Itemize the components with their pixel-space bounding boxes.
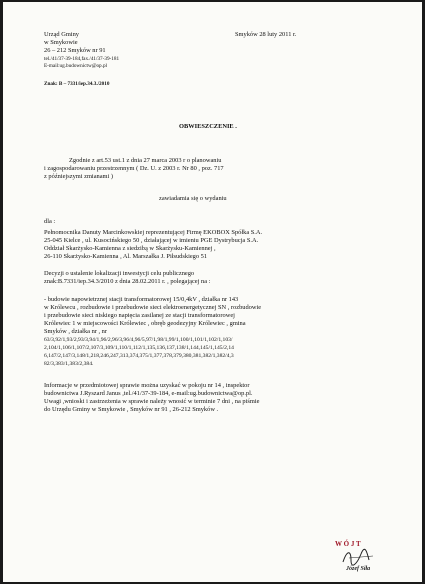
- notice-text: zawiadamia się o wydaniu: [159, 195, 227, 202]
- info-line-3: Uwagi ,wnioski i zastrzeżenia w sprawie należy wnosić w terminie 7 dni , na piśmie: [44, 398, 260, 405]
- office-email: E-mail:ug.budownictw@op.pl: [44, 63, 107, 69]
- recipient-line-1: Pełnomocnika Danuty Marcinkowskiej reprezentującej Firmę EKOBOX Spółka S.A.: [44, 229, 263, 236]
- project-line-1: - budowie napowietrznej stacji transformatorowej 15/0,4kV , działka nr 143: [44, 296, 239, 303]
- place-date: Smyków 28 luty 2011 r.: [235, 31, 297, 38]
- parcel-line-2: 2,104/1,106/1,107/2,107/3,109/1,110/1,112/1,135,136,137,138/1,144,145/1,145/2,14: [44, 345, 234, 351]
- office-name: Urząd Gminy: [44, 31, 79, 38]
- office-location: w Smykowie: [44, 39, 78, 46]
- info-line-4: do Urzędu Gminy w Smykowie , Smyków nr 91 , 26-212 Smyków .: [44, 406, 219, 413]
- recipient-line-2: 25-045 Kielce , ul. Kusocińskiego 50 , działającej w imieniu PGE Dystrybucja S.A.: [44, 237, 259, 244]
- intro-line-1: Zgodnie z art.53 ust.1 z dnia 27 marca 2003 r o planowaniu: [69, 157, 222, 164]
- decision-line-1: Decyzji o ustalenie lokalizacji inwestycji celu publicznego: [44, 270, 195, 277]
- parcel-line-1: 63/3,92/1,93/2,93/3,94/1,96/2,96/3,96/4,96/5,97/1,98/1,99/1,100/1,101/1,102/1,103/: [44, 337, 233, 343]
- office-phones: tel./41/37-39-184,fax./41/37-39-181: [44, 56, 120, 62]
- info-line-1: Informacje w przedmiotowej sprawie można uzyskać w pokoju nr 14 , inspektor: [44, 382, 250, 389]
- intro-line-3: z późniejszymi zmianami ): [44, 173, 114, 180]
- project-line-3: i przebudowie sieci niskiego napięcia zasilanej ze stacji transformatorowej: [44, 312, 235, 319]
- decision-line-2: znak:B.7331/iep.34.3/2010 z dnia 28.02.2011 r. , polegającej na :: [44, 278, 211, 285]
- info-line-2: budownictwa J.Ryszard Janus ,tel./41/37-39-184, e-mail:ug.budownictwa@op.pl.: [44, 390, 253, 397]
- reference-number: Znak: B – 7331/iep.34.3./2010: [44, 81, 110, 87]
- recipient-line-4: 26-110 Skarżysko-Kamienna , Al. Marszałka J. Piłsudskiego 51: [44, 253, 208, 260]
- office-address: 26 – 212 Smyków nr 91: [44, 47, 106, 54]
- project-line-5: Smyków , działka nr , nr: [44, 328, 108, 335]
- project-line-4: Królewiec 1 w miejscowości Królewiec , obręb geodezyjny Królewiec , gmina: [44, 320, 246, 327]
- recipient-line-3: Oddział Skarżysko-Kamienna z siedzibą w Skarżysku-Kamiennej ,: [44, 245, 216, 252]
- stamp-title: W Ó J T: [335, 540, 361, 548]
- signatory-name: Józef Siła: [346, 566, 371, 572]
- parcel-line-4: 82/3,383/1,383/2,384.: [44, 361, 94, 367]
- for-label: dla :: [44, 218, 56, 225]
- intro-line-2: i zagospodarowaniu przestrzennym ( Dz. U. z 2003 r. Nr 80 , poz. 717: [44, 165, 224, 172]
- parcel-line-3: 6,147/2,147/3,148/1,218,246,247,313,374,375/1,377,378,379,380,381,382/1,382/4,3: [44, 353, 234, 359]
- project-line-2: w Królewcu , rozbudowie i przebudowie sieci elektroenergetycznej SN , rozbudowie: [44, 304, 262, 311]
- document-title: OBWIESZCZENIE .: [179, 123, 237, 130]
- document-page: [3, 2, 422, 582]
